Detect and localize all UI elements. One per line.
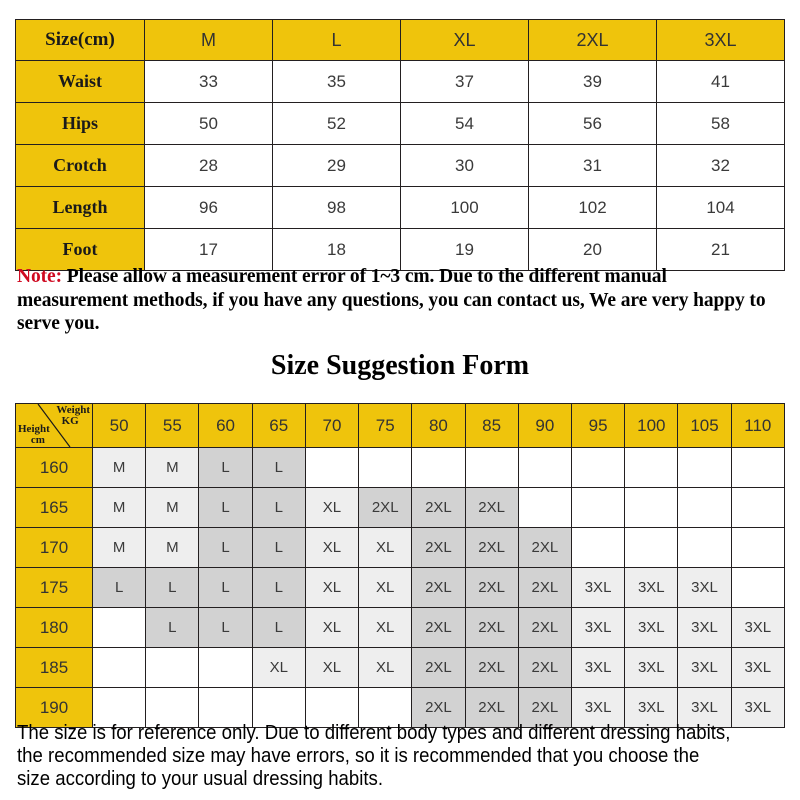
size-value-cell: 32	[657, 145, 785, 187]
corner-height-label	[18, 424, 50, 446]
table-row	[16, 187, 785, 229]
suggestion-cell	[146, 648, 199, 688]
suggestion-cell: 2XL	[518, 568, 571, 608]
size-value-cell: 96	[145, 187, 273, 229]
suggestion-cell: 2XL	[412, 568, 465, 608]
size-value-cell: 33	[145, 61, 273, 103]
size-value-cell: 21	[657, 229, 785, 271]
size-value-cell: 100	[401, 187, 529, 229]
suggestion-cell	[518, 448, 571, 488]
note-label: Note:	[17, 266, 62, 287]
suggestion-cell: XL	[252, 648, 305, 688]
suggestion-cell: 3XL	[571, 648, 624, 688]
suggestion-cell: 2XL	[465, 608, 518, 648]
suggestion-cell	[305, 448, 358, 488]
suggestion-cell: M	[146, 528, 199, 568]
size-column-header: XL	[401, 20, 529, 61]
size-table-header-row	[16, 20, 785, 61]
suggestion-cell	[678, 448, 731, 488]
suggestion-cell: XL	[359, 608, 412, 648]
suggestion-cell	[625, 488, 678, 528]
size-row-label: Crotch	[16, 145, 145, 187]
suggestion-cell: 2XL	[465, 488, 518, 528]
suggestion-cell: M	[146, 488, 199, 528]
size-value-cell: 104	[657, 187, 785, 229]
height-row-header: 185	[16, 648, 93, 688]
size-row-label: Foot	[16, 229, 145, 271]
suggestion-cell: XL	[305, 608, 358, 648]
table-row	[16, 568, 785, 608]
size-value-cell: 50	[145, 103, 273, 145]
size-row-label: Hips	[16, 103, 145, 145]
size-value-cell: 17	[145, 229, 273, 271]
size-value-cell: 54	[401, 103, 529, 145]
size-column-header: M	[145, 20, 273, 61]
note-text: Please allow a measurement error of 1~3 cm. Due to the different manual measurement methods, if you have any questions, you can contact us, We are very happy to serve you.	[17, 266, 766, 334]
suggestion-table-body	[16, 404, 785, 728]
suggestion-cell	[412, 448, 465, 488]
suggestion-cell: XL	[305, 488, 358, 528]
height-row-header: 190	[16, 688, 93, 728]
size-value-cell: 31	[529, 145, 657, 187]
height-row-header: 160	[16, 448, 93, 488]
suggestion-cell: M	[93, 488, 146, 528]
size-value-cell: 39	[529, 61, 657, 103]
suggestion-cell: 2XL	[465, 568, 518, 608]
suggestion-cell: M	[93, 528, 146, 568]
footer-disclaimer: The size is for reference only. Due to different body types and different dressing habits, the recommended size may have errors, so it is recommended that you choose the size according to your usual dressing habits.	[17, 722, 731, 790]
suggestion-cell: 3XL	[571, 568, 624, 608]
size-value-cell: 29	[273, 145, 401, 187]
suggestion-cell: L	[252, 528, 305, 568]
weight-column-header: 90	[518, 404, 571, 448]
suggestion-cell: XL	[305, 648, 358, 688]
suggestion-cell	[571, 488, 624, 528]
weight-column-header: 65	[252, 404, 305, 448]
suggestion-cell: 3XL	[678, 608, 731, 648]
suggestion-cell: 2XL	[359, 488, 412, 528]
suggestion-cell: 2XL	[518, 648, 571, 688]
size-table-body	[16, 20, 785, 271]
size-row-label: Waist	[16, 61, 145, 103]
suggestion-cell	[678, 528, 731, 568]
weight-column-header: 80	[412, 404, 465, 448]
suggestion-cell: 3XL	[731, 688, 784, 728]
table-row	[16, 103, 785, 145]
weight-column-header: 75	[359, 404, 412, 448]
table-row	[16, 648, 785, 688]
suggestion-cell: 3XL	[731, 608, 784, 648]
suggestion-cell: XL	[359, 648, 412, 688]
suggestion-cell	[625, 448, 678, 488]
weight-column-header: 105	[678, 404, 731, 448]
section-title: Size Suggestion Form	[270, 350, 530, 381]
weight-column-header: 70	[305, 404, 358, 448]
suggestion-cell	[678, 488, 731, 528]
suggestion-cell: 2XL	[412, 688, 465, 728]
weight-column-header: 95	[571, 404, 624, 448]
suggestion-cell: 3XL	[625, 648, 678, 688]
suggestion-cell: 2XL	[465, 528, 518, 568]
suggestion-cell: 2XL	[465, 688, 518, 728]
suggestion-cell: 2XL	[465, 648, 518, 688]
suggestion-cell: M	[93, 448, 146, 488]
weight-column-header: 50	[93, 404, 146, 448]
size-row-label: Length	[16, 187, 145, 229]
suggestion-cell: L	[199, 528, 252, 568]
suggestion-cell: L	[252, 608, 305, 648]
size-value-cell: 35	[273, 61, 401, 103]
size-column-header: 2XL	[529, 20, 657, 61]
suggestion-cell: M	[146, 448, 199, 488]
suggestion-cell: 2XL	[412, 608, 465, 648]
size-measurement-table	[15, 19, 785, 271]
suggestion-cell: 2XL	[518, 528, 571, 568]
corner-weight-label	[56, 405, 90, 427]
size-value-cell: 28	[145, 145, 273, 187]
size-value-cell: 98	[273, 187, 401, 229]
suggestion-cell: 2XL	[412, 528, 465, 568]
height-row-header: 175	[16, 568, 93, 608]
suggestion-cell	[93, 608, 146, 648]
suggestion-cell: 3XL	[678, 568, 731, 608]
corner-height-text: Height	[18, 423, 50, 435]
table-row	[16, 488, 785, 528]
table-row	[16, 61, 785, 103]
size-value-cell: 37	[401, 61, 529, 103]
size-value-cell: 30	[401, 145, 529, 187]
suggestion-cell: 3XL	[571, 688, 624, 728]
corner-height-unit: cm	[30, 434, 45, 446]
size-value-cell: 102	[529, 187, 657, 229]
size-table-corner-label: Size(cm)	[16, 20, 145, 61]
suggestion-cell: XL	[359, 568, 412, 608]
suggestion-cell: L	[199, 568, 252, 608]
suggestion-cell	[731, 448, 784, 488]
weight-column-header: 100	[625, 404, 678, 448]
suggestion-cell	[571, 528, 624, 568]
suggestion-cell	[518, 488, 571, 528]
weight-column-header: 110	[731, 404, 784, 448]
suggestion-cell	[199, 648, 252, 688]
table-row	[16, 528, 785, 568]
corner-box	[16, 404, 92, 447]
weight-column-header: 60	[199, 404, 252, 448]
suggestion-cell: 3XL	[678, 648, 731, 688]
size-value-cell: 52	[273, 103, 401, 145]
suggestion-cell: L	[199, 488, 252, 528]
suggestion-cell	[731, 568, 784, 608]
suggestion-cell: 3XL	[625, 688, 678, 728]
size-column-header: 3XL	[657, 20, 785, 61]
suggestion-cell: L	[252, 568, 305, 608]
suggestion-cell: 2XL	[518, 688, 571, 728]
suggestion-cell: L	[146, 608, 199, 648]
suggestion-header-row	[16, 404, 785, 448]
suggestion-cell: 2XL	[518, 608, 571, 648]
suggestion-cell: L	[252, 448, 305, 488]
height-row-header: 165	[16, 488, 93, 528]
table-row	[16, 448, 785, 488]
suggestion-cell: 3XL	[625, 568, 678, 608]
suggestion-cell	[359, 448, 412, 488]
size-value-cell: 41	[657, 61, 785, 103]
suggestion-cell: L	[199, 608, 252, 648]
corner-weight-unit: KG	[61, 415, 79, 427]
weight-column-header: 55	[146, 404, 199, 448]
suggestion-cell: XL	[359, 528, 412, 568]
suggestion-corner-cell	[16, 404, 93, 448]
size-value-cell: 19	[401, 229, 529, 271]
suggestion-cell	[731, 528, 784, 568]
suggestion-cell	[731, 488, 784, 528]
suggestion-cell: XL	[305, 568, 358, 608]
suggestion-cell	[93, 648, 146, 688]
table-row	[16, 145, 785, 187]
size-value-cell: 58	[657, 103, 785, 145]
suggestion-cell: L	[146, 568, 199, 608]
height-row-header: 170	[16, 528, 93, 568]
suggestion-cell: 3XL	[678, 688, 731, 728]
size-value-cell: 56	[529, 103, 657, 145]
size-value-cell: 18	[273, 229, 401, 271]
suggestion-cell: 2XL	[412, 488, 465, 528]
size-column-header: L	[273, 20, 401, 61]
measurement-note	[17, 265, 777, 336]
height-row-header: 180	[16, 608, 93, 648]
table-row	[16, 608, 785, 648]
suggestion-cell: L	[252, 488, 305, 528]
suggestion-cell: XL	[305, 528, 358, 568]
suggestion-cell	[465, 448, 518, 488]
suggestion-cell: L	[93, 568, 146, 608]
suggestion-cell	[571, 448, 624, 488]
size-suggestion-table	[15, 403, 785, 728]
corner-weight-text: Weight	[56, 404, 90, 416]
suggestion-cell: 3XL	[571, 608, 624, 648]
size-value-cell: 20	[529, 229, 657, 271]
suggestion-cell	[625, 528, 678, 568]
suggestion-cell: L	[199, 448, 252, 488]
suggestion-cell: 2XL	[412, 648, 465, 688]
suggestion-cell: 3XL	[625, 608, 678, 648]
suggestion-cell: 3XL	[731, 648, 784, 688]
weight-column-header: 85	[465, 404, 518, 448]
